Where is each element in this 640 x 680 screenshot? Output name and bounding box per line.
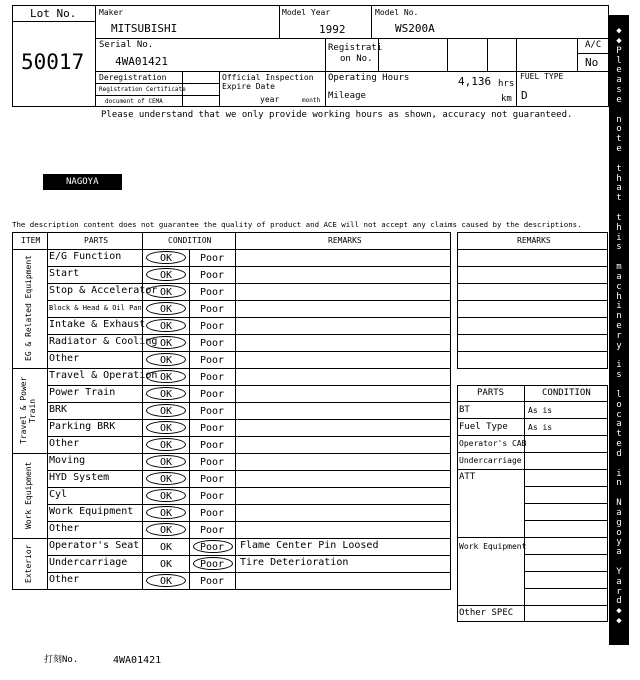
rp-att: ATT xyxy=(459,472,476,482)
ok-selected-mark xyxy=(146,404,186,417)
ok-option: OK xyxy=(159,338,173,349)
side-notice-char: d xyxy=(616,596,622,607)
side-notice-char: e xyxy=(616,321,622,332)
inspection-year: year xyxy=(260,95,280,104)
side-notice-char: t xyxy=(616,193,622,204)
poor-option: Poor xyxy=(199,559,225,570)
ok-selected-mark xyxy=(146,268,186,281)
side-notice-char: m xyxy=(616,262,622,273)
mileage-label: Mileage xyxy=(328,91,366,101)
side-notice-char: a xyxy=(616,507,622,518)
side-notice-char: e xyxy=(616,439,622,450)
remarks-header: REMARKS xyxy=(328,236,362,245)
maker-value: MITSUBISHI xyxy=(111,22,178,35)
side-notice-char: e xyxy=(616,65,622,76)
part-name: Block & Head & Oil Pan xyxy=(49,304,142,312)
group-work: Work Equipment xyxy=(24,461,33,530)
group-exterior: Exterior xyxy=(24,544,33,584)
ok-selected-mark xyxy=(146,319,186,332)
poor-option: Poor xyxy=(199,372,225,383)
ok-selected-mark xyxy=(146,387,186,400)
ok-selected-mark xyxy=(146,455,186,468)
cema-doc-label: document of CEMA xyxy=(105,98,163,105)
side-notice-char: t xyxy=(616,134,622,145)
side-notice-char: ◆ xyxy=(616,606,622,617)
side-notice-char: e xyxy=(616,144,622,155)
poor-selected-mark xyxy=(193,557,233,570)
poor-option: Poor xyxy=(199,355,225,366)
part-name: Operator's Seat xyxy=(49,540,140,551)
model-year-label: Model Year xyxy=(282,8,331,17)
poor-option: Poor xyxy=(199,321,225,332)
remark-text: Flame Center Pin Loosed xyxy=(240,540,379,551)
maker-label: Maker xyxy=(99,8,124,17)
rp-operator-cab: Operator's CAB xyxy=(459,439,527,448)
ok-selected-mark xyxy=(146,472,186,485)
location-badge-label: NAGOYA xyxy=(66,177,99,187)
ok-option: OK xyxy=(159,304,173,315)
poor-option: Poor xyxy=(199,508,225,519)
side-notice-char: l xyxy=(616,389,622,400)
model-year-value: 1992 xyxy=(319,23,346,36)
part-name: Cyl xyxy=(49,489,68,500)
fuel-type-label: FUEL TYPE xyxy=(520,72,564,81)
poor-option: Poor xyxy=(199,440,225,451)
side-notice-char: ◆ xyxy=(616,35,622,46)
serial-label: Serial No. xyxy=(99,40,154,50)
rp-fuel-value: As is xyxy=(528,423,553,432)
ok-selected-mark xyxy=(146,302,186,315)
rp-other-spec: Other SPEC xyxy=(459,608,514,618)
side-notice-char: h xyxy=(616,291,622,302)
side-notice-char: P xyxy=(616,45,622,56)
lot-number: 50017 xyxy=(21,50,85,74)
rp-parts-header: PARTS xyxy=(477,388,505,398)
rp-bt-value: As is xyxy=(528,406,553,415)
side-notice-char: a xyxy=(616,271,622,282)
ok-option: OK xyxy=(159,270,173,281)
poor-option: Poor xyxy=(199,253,225,264)
inspection-month: month xyxy=(302,97,321,104)
part-name: Other xyxy=(49,523,80,534)
group-eg: EG & Related Equipment xyxy=(24,255,33,362)
ok-option: OK xyxy=(159,576,173,587)
poor-option: Poor xyxy=(199,525,225,536)
poor-option: Poor xyxy=(199,423,225,434)
poor-option: Poor xyxy=(199,389,225,400)
remark-text: Tire Deterioration xyxy=(240,557,349,568)
ok-option: OK xyxy=(159,542,173,553)
side-notice-char: o xyxy=(616,124,622,135)
hours-notice: Please understand that we only provide working hours as shown, accuracy not guaranteed. xyxy=(101,110,573,120)
ok-option: OK xyxy=(159,559,173,570)
side-notice-char: a xyxy=(616,75,622,86)
poor-option: Poor xyxy=(199,491,225,502)
ok-option: OK xyxy=(159,508,173,519)
part-name: Undercarriage xyxy=(49,557,128,568)
poor-option: Poor xyxy=(199,542,225,553)
lot-label: Lot No. xyxy=(30,7,77,20)
rp-condition-header: CONDITION xyxy=(542,388,591,398)
part-name: Other xyxy=(49,438,80,449)
ok-selected-mark xyxy=(146,285,186,298)
ok-option: OK xyxy=(159,457,173,468)
side-notice-char: g xyxy=(616,517,622,528)
mileage-unit: km xyxy=(501,94,512,104)
side-notice-char: a xyxy=(616,576,622,587)
side-notice-char: ◆ xyxy=(616,616,622,627)
side-notice-char: y xyxy=(616,340,622,351)
part-name: Travel & Operation xyxy=(49,370,158,381)
side-notice-char: s xyxy=(616,242,622,253)
part-name: Intake & Exhaust xyxy=(49,319,146,330)
disclaimer: The description content does not guarantee the quality of product and ACE will not accept any claims caused by the descriptions. xyxy=(12,220,582,229)
side-notice-char: n xyxy=(616,311,622,322)
side-notice-char: s xyxy=(616,370,622,381)
side-notice-char: n xyxy=(616,114,622,125)
poor-selected-mark xyxy=(193,540,233,553)
side-notice-char: s xyxy=(616,85,622,96)
part-name: HYD System xyxy=(49,472,110,483)
registration-label-2: on No. xyxy=(340,54,373,64)
side-notice-char: i xyxy=(616,232,622,243)
hours-unit: hrs xyxy=(498,79,515,89)
model-no-label: Model No. xyxy=(375,8,419,17)
ok-selected-mark xyxy=(146,489,186,502)
condition-header: CONDITION xyxy=(168,236,212,245)
inspection-label-1: Official Inspection xyxy=(222,73,314,82)
part-name: Radiator & Cooling xyxy=(49,336,158,347)
hours-label: Operating Hours xyxy=(328,73,410,83)
ok-selected-mark xyxy=(146,251,186,264)
item-header: ITEM xyxy=(21,236,41,245)
ok-option: OK xyxy=(159,253,173,264)
ok-option: OK xyxy=(159,440,173,451)
side-notice-char: h xyxy=(616,222,622,233)
ok-option: OK xyxy=(159,423,173,434)
side-notice-char: i xyxy=(616,301,622,312)
ok-option: OK xyxy=(159,491,173,502)
side-notice-char: a xyxy=(616,419,622,430)
poor-option: Poor xyxy=(199,270,225,281)
side-notice-char: n xyxy=(616,478,622,489)
side-notice-char: r xyxy=(616,586,622,597)
ok-selected-mark xyxy=(146,370,186,383)
part-name: BRK xyxy=(49,404,68,415)
stamp-no-value: 4WA01421 xyxy=(113,655,162,666)
ok-selected-mark xyxy=(146,438,186,451)
ok-option: OK xyxy=(159,321,173,332)
poor-option: Poor xyxy=(199,338,225,349)
parts-header: PARTS xyxy=(84,236,109,245)
side-notice-char: i xyxy=(616,360,622,371)
part-name: Parking BRK xyxy=(49,421,116,432)
ok-option: OK xyxy=(159,525,173,536)
part-name: Power Train xyxy=(49,387,116,398)
side-notice-char: l xyxy=(616,55,622,66)
group-travel: Travel & Power Train xyxy=(19,376,38,445)
poor-option: Poor xyxy=(199,474,225,485)
ok-option: OK xyxy=(159,355,173,366)
fuel-type-value: D xyxy=(521,89,528,102)
side-notice-char: i xyxy=(616,468,622,479)
side-notice-char: o xyxy=(616,527,622,538)
right-remarks-header: REMARKS xyxy=(517,236,551,245)
ok-option: OK xyxy=(159,372,173,383)
ok-option: OK xyxy=(159,406,173,417)
side-notice-char: N xyxy=(616,498,622,509)
side-notice-char: e xyxy=(616,94,622,105)
side-notice-banner xyxy=(609,15,629,645)
ok-selected-mark xyxy=(146,523,186,536)
registration-cert-label: Registration Certificate xyxy=(99,86,186,93)
ok-selected-mark xyxy=(146,506,186,519)
ac-label: A/C xyxy=(585,40,602,50)
ok-selected-mark xyxy=(146,336,186,349)
serial-value: 4WA01421 xyxy=(115,55,168,68)
poor-option: Poor xyxy=(199,457,225,468)
part-name: Other xyxy=(49,353,80,364)
side-notice-char: t xyxy=(616,429,622,440)
deregistration-label: Deregistration xyxy=(99,73,167,82)
registration-label-1: Registrati xyxy=(328,43,383,53)
ok-selected-mark xyxy=(146,421,186,434)
poor-option: Poor xyxy=(199,406,225,417)
stamp-no-label: 打刻No. xyxy=(44,655,79,665)
inspection-label-2: Expire Date xyxy=(222,82,275,91)
side-notice-char: c xyxy=(616,281,622,292)
poor-option: Poor xyxy=(199,287,225,298)
side-notice-char: h xyxy=(616,173,622,184)
side-notice-char: y xyxy=(616,537,622,548)
rp-fuel-type: Fuel Type xyxy=(459,422,508,432)
ok-option: OK xyxy=(159,287,173,298)
part-name: Stop & Accelerator xyxy=(49,285,158,296)
hours-value: 4,136 xyxy=(458,75,492,88)
model-no-value: WS200A xyxy=(395,22,435,35)
ok-selected-mark xyxy=(146,574,186,587)
side-notice-char: d xyxy=(616,448,622,459)
side-notice-char: a xyxy=(616,183,622,194)
part-name: Work Equipment xyxy=(49,506,134,517)
side-notice-char: t xyxy=(616,163,622,174)
side-notice-char: ◆ xyxy=(616,26,622,36)
ok-selected-mark xyxy=(146,353,186,366)
side-notice-char: Y xyxy=(616,566,622,577)
side-notice-char: a xyxy=(616,547,622,558)
part-name: E/G Function xyxy=(49,251,122,262)
side-notice-char: r xyxy=(616,330,622,341)
side-notice-char: t xyxy=(616,212,622,223)
ok-option: OK xyxy=(159,389,173,400)
rp-work-equipment: Work Equipment xyxy=(459,542,527,551)
poor-option: Poor xyxy=(199,576,225,587)
part-name: Other xyxy=(49,574,80,585)
side-notice-char: c xyxy=(616,409,622,420)
rp-bt: BT xyxy=(459,405,470,415)
rp-undercarriage: Undercarriage xyxy=(459,456,522,465)
part-name: Start xyxy=(49,268,80,279)
ok-option: OK xyxy=(159,474,173,485)
ac-value: No xyxy=(585,56,599,69)
part-name: Moving xyxy=(49,455,86,466)
poor-option: Poor xyxy=(199,304,225,315)
side-notice-char: o xyxy=(616,399,622,410)
